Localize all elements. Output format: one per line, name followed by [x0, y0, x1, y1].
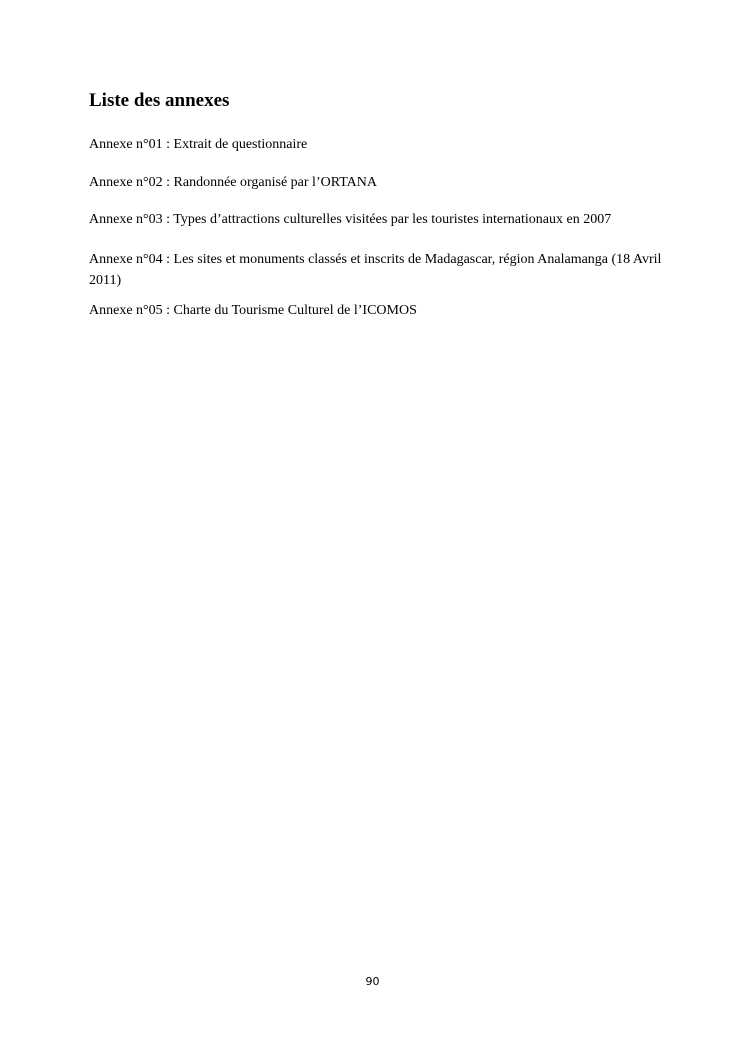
annex-item-02: Annexe n°02 : Randonnée organisé par l’ORTANA: [89, 175, 377, 190]
page-title: Liste des annexes: [89, 90, 230, 111]
annex-item-03: Annexe n°03 : Types d’attractions culturelles visitées par les touristes internationaux en 2007: [89, 212, 612, 227]
page-number: 90: [365, 975, 380, 988]
annex-item-01: Annexe n°01 : Extrait de questionnaire: [89, 137, 308, 152]
annex-item-04: Annexe n°04 : Les sites et monuments classés et inscrits de Madagascar, région Analamanga (18 Avril 2011): [89, 252, 662, 288]
annex-item-05: Annexe n°05 : Charte du Tourisme Culturel de l’ICOMOS: [89, 303, 417, 318]
